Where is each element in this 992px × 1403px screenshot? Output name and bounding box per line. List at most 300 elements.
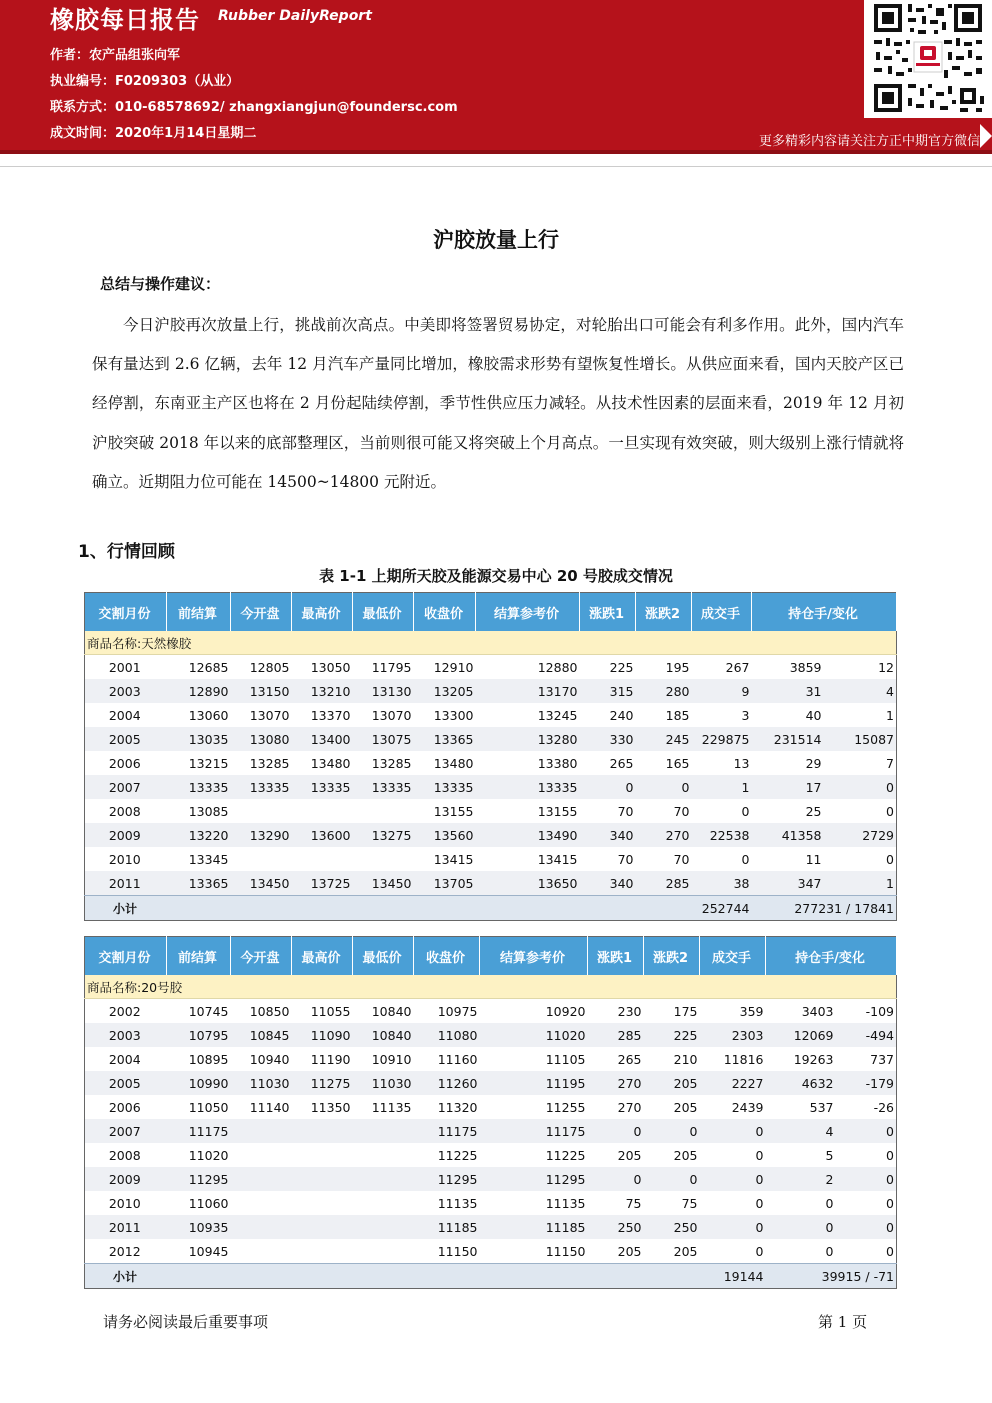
subtotal-volume: 19144 <box>700 1264 766 1289</box>
table-cell: 11055 <box>292 999 353 1024</box>
table-cell: 13415 <box>476 847 580 871</box>
header-delivery-month: 交割月份 <box>85 593 167 632</box>
table-cell: 2 <box>766 1167 836 1191</box>
natural-rubber-table <box>84 592 897 921</box>
header-change2: 涨跌2 <box>644 937 700 976</box>
table-cell: 13560 <box>414 823 476 847</box>
table-cell: 41358 <box>752 823 824 847</box>
table-cell: 70 <box>636 847 692 871</box>
table-cell: 17 <box>752 775 824 799</box>
table-cell: 10795 <box>167 1023 231 1047</box>
header-change2: 涨跌2 <box>636 593 692 632</box>
table-cell: 12685 <box>167 655 231 680</box>
table-cell: 0 <box>824 847 897 871</box>
table-cell: 10840 <box>353 1023 414 1047</box>
table-cell <box>353 1119 414 1143</box>
table-cell <box>231 1143 292 1167</box>
table-cell: 11080 <box>414 1023 480 1047</box>
table-row <box>85 847 897 871</box>
header-volume: 成交手 <box>700 937 766 976</box>
subtotal-label: 小计 <box>85 1264 700 1289</box>
header-high: 最高价 <box>292 593 353 632</box>
table-cell: 340 <box>580 871 636 896</box>
table-cell: 0 <box>700 1215 766 1239</box>
table-cell <box>353 799 414 823</box>
table-cell: 2010 <box>85 847 167 871</box>
table-cell: 265 <box>580 751 636 775</box>
header-open: 今开盘 <box>231 937 292 976</box>
table-cell: 11060 <box>167 1191 231 1215</box>
table-cell: 205 <box>644 1071 700 1095</box>
table-row <box>85 1239 897 1264</box>
table-row <box>85 999 897 1024</box>
table-cell: 13365 <box>414 727 476 751</box>
table-cell: 280 <box>636 679 692 703</box>
table-cell: 13290 <box>231 823 292 847</box>
table-cell: 13335 <box>292 775 353 799</box>
table-cell: 11816 <box>700 1047 766 1071</box>
category-row <box>85 975 897 999</box>
table-cell: 315 <box>580 679 636 703</box>
table-cell: 13370 <box>292 703 353 727</box>
table-cell: 245 <box>636 727 692 751</box>
table-cell: 11 <box>752 847 824 871</box>
table-row <box>85 679 897 703</box>
table-row <box>85 1215 897 1239</box>
table-cell: 11050 <box>167 1095 231 1119</box>
table-cell: 0 <box>766 1215 836 1239</box>
table-cell: 38 <box>692 871 752 896</box>
table-cell <box>292 799 353 823</box>
table-cell: 13220 <box>167 823 231 847</box>
table-cell: 13155 <box>414 799 476 823</box>
table-cell: 240 <box>580 703 636 727</box>
table-cell: 165 <box>636 751 692 775</box>
table-cell <box>292 1191 353 1215</box>
table-cell: 13450 <box>353 871 414 896</box>
header-low: 最低价 <box>353 593 414 632</box>
footer-notice: 请务必阅读最后重要事项 <box>103 1313 269 1331</box>
table-cell: 13050 <box>292 655 353 680</box>
document-title: 沪胶放量上行 <box>433 228 559 252</box>
table-header-row <box>85 593 897 632</box>
qr-caption: 更多精彩内容请关注方正中期官方微信 <box>758 134 980 149</box>
table-cell: 0 <box>644 1119 700 1143</box>
table-cell: 205 <box>644 1239 700 1264</box>
header-settle-ref: 结算参考价 <box>476 593 580 632</box>
header-open-interest: 持仓手/变化 <box>752 593 897 632</box>
table-cell: 10990 <box>167 1071 231 1095</box>
table-cell: 10935 <box>167 1215 231 1239</box>
table-cell: 31 <box>752 679 824 703</box>
table-cell: 2227 <box>700 1071 766 1095</box>
table-cell: 11020 <box>480 1023 588 1047</box>
table-cell: 285 <box>636 871 692 896</box>
table-cell: 19263 <box>766 1047 836 1071</box>
table-cell: 270 <box>588 1095 644 1119</box>
table-cell <box>231 1239 292 1264</box>
table-cell: 0 <box>824 799 897 823</box>
table-cell: 10895 <box>167 1047 231 1071</box>
table-cell: 13380 <box>476 751 580 775</box>
table-cell: 229875 <box>692 727 752 751</box>
table-cell: 11135 <box>480 1191 588 1215</box>
table-cell: 11260 <box>414 1071 480 1095</box>
table-cell: 2009 <box>85 823 167 847</box>
table-cell: 13060 <box>167 703 231 727</box>
table-cell: 13335 <box>414 775 476 799</box>
header-delivery-month: 交割月份 <box>85 937 167 976</box>
table-cell: 75 <box>644 1191 700 1215</box>
table-cell: 13280 <box>476 727 580 751</box>
table-cell: 10975 <box>414 999 480 1024</box>
table-cell: 2002 <box>85 999 167 1024</box>
table-cell: 15087 <box>824 727 897 751</box>
table-cell: 340 <box>580 823 636 847</box>
header-close: 收盘价 <box>414 937 480 976</box>
table-cell: 0 <box>692 847 752 871</box>
table-cell: 13170 <box>476 679 580 703</box>
table-cell: 250 <box>588 1215 644 1239</box>
table-cell: 13365 <box>167 871 231 896</box>
table-cell: 2004 <box>85 703 167 727</box>
table-cell: 0 <box>700 1191 766 1215</box>
table-row <box>85 1047 897 1071</box>
table-cell <box>353 1143 414 1167</box>
table-cell <box>353 1191 414 1215</box>
table-cell: 2008 <box>85 1143 167 1167</box>
table-cell: 4 <box>824 679 897 703</box>
table-cell: -26 <box>836 1095 897 1119</box>
table-cell: 0 <box>700 1239 766 1264</box>
table-cell: 13210 <box>292 679 353 703</box>
table-cell: 13130 <box>353 679 414 703</box>
header-change1: 涨跌1 <box>588 937 644 976</box>
table-cell: 2004 <box>85 1047 167 1071</box>
header-open-interest: 持仓手/变化 <box>766 937 897 976</box>
section-heading: 1、行情回顾 <box>78 542 175 562</box>
table-cell <box>231 847 292 871</box>
table-cell: 29 <box>752 751 824 775</box>
table-cell: 205 <box>644 1095 700 1119</box>
table-row <box>85 703 897 727</box>
table-cell: -109 <box>836 999 897 1024</box>
table-row <box>85 1023 897 1047</box>
table-cell: 10745 <box>167 999 231 1024</box>
table-cell: 11195 <box>480 1071 588 1095</box>
table-cell: 537 <box>766 1095 836 1119</box>
category-label: 商品名称:20号胶 <box>85 975 897 999</box>
table-header-row <box>85 937 897 976</box>
table-cell: 13490 <box>476 823 580 847</box>
table-cell: 205 <box>588 1239 644 1264</box>
table-cell: 175 <box>644 999 700 1024</box>
header-close: 收盘价 <box>414 593 476 632</box>
caption-arrow-icon <box>980 124 992 148</box>
table-cell <box>353 847 414 871</box>
table-cell: 11225 <box>414 1143 480 1167</box>
table-cell: 11295 <box>167 1167 231 1191</box>
header-sub-band <box>0 154 992 167</box>
table-row <box>85 775 897 799</box>
header-high: 最高价 <box>292 937 353 976</box>
table-cell: 205 <box>588 1143 644 1167</box>
report-title-cn: 橡胶每日报告 <box>50 6 200 34</box>
table-cell: 13205 <box>414 679 476 703</box>
table-cell: 0 <box>836 1143 897 1167</box>
table-cell: 11185 <box>414 1215 480 1239</box>
table-cell: 265 <box>588 1047 644 1071</box>
table-cell: 0 <box>700 1143 766 1167</box>
table-cell: 4632 <box>766 1071 836 1095</box>
header-change1: 涨跌1 <box>580 593 636 632</box>
table-cell <box>292 1143 353 1167</box>
table-cell: 70 <box>636 799 692 823</box>
table-cell: 13335 <box>353 775 414 799</box>
table-cell: 11175 <box>480 1119 588 1143</box>
header-volume: 成交手 <box>692 593 752 632</box>
table-cell: 2001 <box>85 655 167 680</box>
table-cell <box>353 1239 414 1264</box>
subtotal-row <box>85 1264 897 1289</box>
category-label: 商品名称:天然橡胶 <box>85 631 897 655</box>
summary-paragraph: 今日沪胶再次放量上行，挑战前次高点。中美即将签署贸易协定，对轮胎出口可能会有利多作用。此外，国内汽车保有量达到 2.6 亿辆，去年 12 月汽车产量同比增加，橡胶需求形势有望恢复性增长。从供应面来看，国内天胶产区已经停割，东南亚主产区也将在 2 月份起陆续停割，季节性供应压力减轻。从技术性因素的层面来看，2019 年 12 月初沪胶突破 2018 年以来的底部整理区，当前则很可能又将突破上个月高点。一旦实现有效突破，则大级别上涨行情就将确立。近期阻力位可能在 14500~14800 元附近。 <box>92 316 904 491</box>
author-line: 作者：农产品组张向军 <box>50 48 181 63</box>
table-cell: 10940 <box>231 1047 292 1071</box>
table-cell: 22538 <box>692 823 752 847</box>
table-cell: 2003 <box>85 1023 167 1047</box>
table-cell: 11175 <box>167 1119 231 1143</box>
table-cell: 2006 <box>85 751 167 775</box>
table-cell: 3 <box>692 703 752 727</box>
table-cell: 11140 <box>231 1095 292 1119</box>
table-cell: 0 <box>836 1215 897 1239</box>
table-cell <box>231 799 292 823</box>
table-row <box>85 1167 897 1191</box>
table-cell: 11275 <box>292 1071 353 1095</box>
table-cell: 0 <box>692 799 752 823</box>
table-cell: 13480 <box>414 751 476 775</box>
table-cell <box>292 847 353 871</box>
table-cell: 13285 <box>231 751 292 775</box>
table-row <box>85 1191 897 1215</box>
table-cell: 12805 <box>231 655 292 680</box>
table-cell: 195 <box>636 655 692 680</box>
table-cell: 347 <box>752 871 824 896</box>
table-cell: 70 <box>580 847 636 871</box>
table-cell: 13150 <box>231 679 292 703</box>
license-line: 执业编号：F0209303（从业） <box>50 74 240 89</box>
table-cell: 0 <box>836 1191 897 1215</box>
table-cell: 11190 <box>292 1047 353 1071</box>
table-cell: 0 <box>580 775 636 799</box>
table-row <box>85 655 897 680</box>
table-cell: 737 <box>836 1047 897 1071</box>
table-cell: 13035 <box>167 727 231 751</box>
qr-code-icon <box>864 0 992 118</box>
table-cell: 0 <box>700 1167 766 1191</box>
table-cell: 0 <box>824 775 897 799</box>
table-cell: 13 <box>692 751 752 775</box>
table-cell <box>292 1167 353 1191</box>
table-cell: 12890 <box>167 679 231 703</box>
table-cell: 0 <box>836 1167 897 1191</box>
contact-line: 联系方式：010-68578692/ zhangxiangjun@foundersc.com <box>50 100 458 115</box>
table-cell <box>231 1119 292 1143</box>
table-cell: 13400 <box>292 727 353 751</box>
table-cell <box>353 1215 414 1239</box>
table-cell: 1 <box>824 703 897 727</box>
table-row <box>85 1119 897 1143</box>
table-cell: 13705 <box>414 871 476 896</box>
table-cell: 0 <box>700 1119 766 1143</box>
subtotal-volume: 252744 <box>692 896 752 921</box>
table-cell: 13725 <box>292 871 353 896</box>
table-cell: 12 <box>824 655 897 680</box>
table-cell: 230 <box>588 999 644 1024</box>
table-cell: 13275 <box>353 823 414 847</box>
table-row <box>85 871 897 896</box>
table-cell: 11020 <box>167 1143 231 1167</box>
table-cell: 11175 <box>414 1119 480 1143</box>
table-cell: 13155 <box>476 799 580 823</box>
table-cell: 11225 <box>480 1143 588 1167</box>
table-row <box>85 823 897 847</box>
table-cell: 330 <box>580 727 636 751</box>
table-cell: 231514 <box>752 727 824 751</box>
subtotal-open-interest: 39915 / -71 <box>766 1264 897 1289</box>
table-cell: 13450 <box>231 871 292 896</box>
table-cell: 2010 <box>85 1191 167 1215</box>
table-cell: 9 <box>692 679 752 703</box>
table-cell: 2012 <box>85 1239 167 1264</box>
table-cell <box>231 1191 292 1215</box>
table-cell <box>353 1167 414 1191</box>
table-cell <box>292 1239 353 1264</box>
table-cell: 11090 <box>292 1023 353 1047</box>
table-cell: 70 <box>580 799 636 823</box>
table-cell: 0 <box>836 1239 897 1264</box>
table-cell: 13070 <box>231 703 292 727</box>
table-row <box>85 1071 897 1095</box>
table-cell: 13650 <box>476 871 580 896</box>
table-cell: 13345 <box>167 847 231 871</box>
header-settle-ref: 结算参考价 <box>480 937 588 976</box>
table-cell: 2011 <box>85 871 167 896</box>
table-cell: 270 <box>588 1071 644 1095</box>
header-low: 最低价 <box>353 937 414 976</box>
table-cell: 11255 <box>480 1095 588 1119</box>
table-cell: 11320 <box>414 1095 480 1119</box>
table-cell: 13335 <box>231 775 292 799</box>
table-cell: 12880 <box>476 655 580 680</box>
table-cell: 13480 <box>292 751 353 775</box>
table-caption: 表 1-1 上期所天胶及能源交易中心 20 号胶成交情况 <box>319 567 673 585</box>
table-cell: 2006 <box>85 1095 167 1119</box>
table-cell: 25 <box>752 799 824 823</box>
table-cell: 11795 <box>353 655 414 680</box>
table-cell: 2007 <box>85 1119 167 1143</box>
table-cell <box>292 1119 353 1143</box>
table-cell: 285 <box>588 1023 644 1047</box>
table-cell: 13085 <box>167 799 231 823</box>
table-cell: 13215 <box>167 751 231 775</box>
table-cell: -179 <box>836 1071 897 1095</box>
table-cell: 2007 <box>85 775 167 799</box>
table-cell: 250 <box>644 1215 700 1239</box>
table-cell: 13245 <box>476 703 580 727</box>
table-cell: 185 <box>636 703 692 727</box>
table-cell: 0 <box>588 1119 644 1143</box>
table-row <box>85 799 897 823</box>
page-number: 第 1 页 <box>818 1313 868 1331</box>
table-cell: 11135 <box>414 1191 480 1215</box>
rubber-20-table <box>84 936 897 1289</box>
table-cell: 0 <box>766 1191 836 1215</box>
table-cell: 0 <box>644 1167 700 1191</box>
table-cell: 2003 <box>85 679 167 703</box>
table-cell: 5 <box>766 1143 836 1167</box>
table-cell: 10845 <box>231 1023 292 1047</box>
table-cell: 225 <box>580 655 636 680</box>
table-cell <box>292 1215 353 1239</box>
table-cell: 13600 <box>292 823 353 847</box>
summary-heading: 总结与操作建议： <box>100 275 221 293</box>
table-cell: 13080 <box>231 727 292 751</box>
subtotal-row <box>85 896 897 921</box>
table-cell: 11030 <box>353 1071 414 1095</box>
subtotal-open-interest: 277231 / 17841 <box>752 896 897 921</box>
date-line: 成文时间：2020年1月14日星期二 <box>50 126 257 141</box>
table-cell: 2729 <box>824 823 897 847</box>
header-prev-settle: 前结算 <box>167 937 231 976</box>
table-row <box>85 1143 897 1167</box>
table-cell: 270 <box>636 823 692 847</box>
table-cell: 11295 <box>414 1167 480 1191</box>
table-cell: 359 <box>700 999 766 1024</box>
table-cell: -494 <box>836 1023 897 1047</box>
table-cell: 10910 <box>353 1047 414 1071</box>
table-cell: 225 <box>644 1023 700 1047</box>
table-cell: 11350 <box>292 1095 353 1119</box>
table-cell: 0 <box>766 1239 836 1264</box>
table-cell: 75 <box>588 1191 644 1215</box>
table-cell <box>231 1215 292 1239</box>
table-cell: 267 <box>692 655 752 680</box>
table-cell: 11185 <box>480 1215 588 1239</box>
table-cell: 2439 <box>700 1095 766 1119</box>
table-row <box>85 727 897 751</box>
report-title-en: Rubber DailyReport <box>218 8 372 24</box>
header-open: 今开盘 <box>231 593 292 632</box>
category-row <box>85 631 897 655</box>
header-prev-settle: 前结算 <box>167 593 231 632</box>
table-cell: 13335 <box>476 775 580 799</box>
table-cell: 2011 <box>85 1215 167 1239</box>
table-cell: 2008 <box>85 799 167 823</box>
table-cell: 13075 <box>353 727 414 751</box>
table-cell: 11135 <box>353 1095 414 1119</box>
table-cell: 10920 <box>480 999 588 1024</box>
table-cell: 2009 <box>85 1167 167 1191</box>
table-cell: 12910 <box>414 655 476 680</box>
table-cell: 13285 <box>353 751 414 775</box>
table-cell: 3859 <box>752 655 824 680</box>
table-cell: 7 <box>824 751 897 775</box>
table-row <box>85 751 897 775</box>
table-cell: 2005 <box>85 727 167 751</box>
table-cell: 13415 <box>414 847 476 871</box>
